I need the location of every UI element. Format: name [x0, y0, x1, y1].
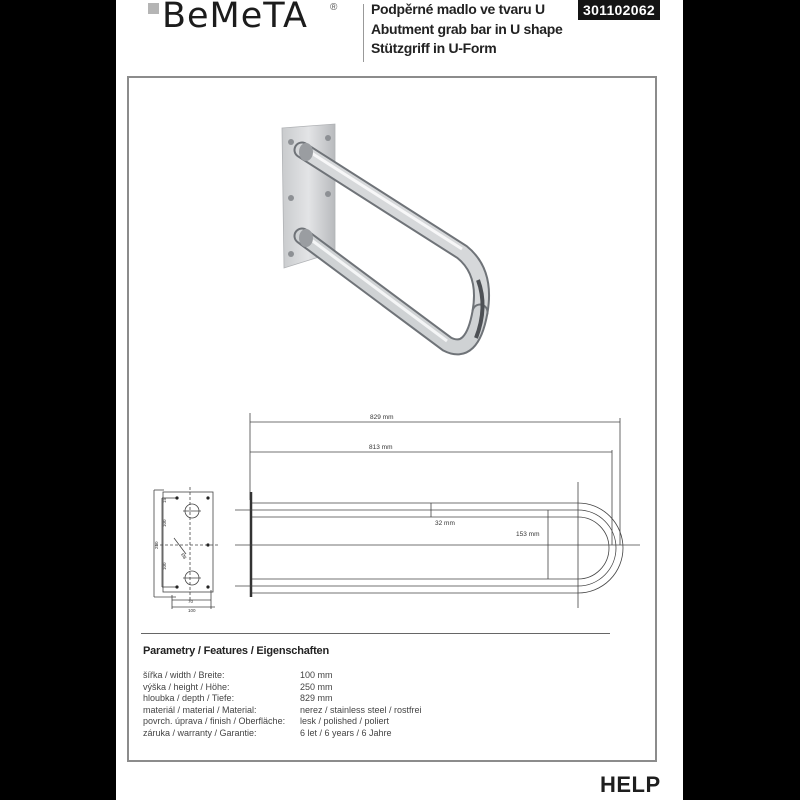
spec-value: 829 mm: [300, 693, 333, 703]
header-separator: [363, 4, 364, 62]
part-number-badge: 301102062: [578, 0, 660, 20]
section-divider: [141, 633, 610, 634]
spec-label: hloubka / depth / Tiefe:: [143, 693, 235, 703]
spec-row-finish: [143, 716, 422, 728]
spec-value: nerez / stainless steel / rostfrei: [300, 704, 422, 715]
dim-inner-span: 153 mm: [516, 531, 540, 538]
dim-tube-diameter: 32 mm: [435, 520, 455, 527]
plate-dim-100b: 100: [162, 562, 167, 570]
plate-dim-100a: 100: [162, 519, 167, 527]
brand-logo: BeMeTA: [162, 0, 308, 36]
plate-dim-15: 15: [162, 497, 167, 503]
spec-row-height: [143, 682, 422, 694]
title-czech: Podpěrné madlo ve tvaru U: [371, 1, 545, 17]
title-english: Abutment grab bar in U shape: [371, 20, 563, 37]
plate-hole-diameter: Ø8: [180, 552, 188, 560]
title-german: Stützgriff in U-Form: [371, 40, 497, 56]
plate-dim-70: 70: [188, 599, 194, 604]
spec-row-warranty: [143, 728, 422, 740]
features-table: [143, 670, 422, 739]
brand-logo-square: [148, 3, 159, 14]
spec-row-material: [143, 705, 422, 717]
plate-dim-100c: 100: [188, 608, 196, 613]
spec-value: lesk / polished / poliert: [300, 716, 390, 726]
product-titles: [371, 0, 563, 59]
spec-value: 100 mm: [300, 670, 333, 680]
product-photo: [262, 112, 502, 392]
spec-label: šířka / width / Breite:: [143, 670, 225, 680]
spec-value: 6 let / 6 years / 6 Jahre: [300, 727, 392, 738]
spec-value: 250 mm: [300, 681, 333, 692]
features-title: Parametry / Features / Eigenschaften: [143, 645, 329, 657]
spec-label: materiál / material / Material:: [143, 704, 257, 715]
series-name: HELP: [600, 772, 661, 797]
spec-label: výška / height / Höhe:: [143, 681, 230, 692]
dim-overall-depth: 829 mm: [370, 414, 394, 421]
spec-label: záruka / warranty / Garantie:: [143, 727, 257, 738]
plate-dim-250: 250: [154, 541, 159, 549]
registered-mark: ®: [330, 2, 338, 13]
spec-row-width: [143, 670, 422, 682]
spec-row-depth: [143, 693, 422, 705]
spec-label: povrch. úprava / finish / Oberfläche:: [143, 716, 286, 726]
dim-bar-length: 813 mm: [369, 444, 393, 451]
